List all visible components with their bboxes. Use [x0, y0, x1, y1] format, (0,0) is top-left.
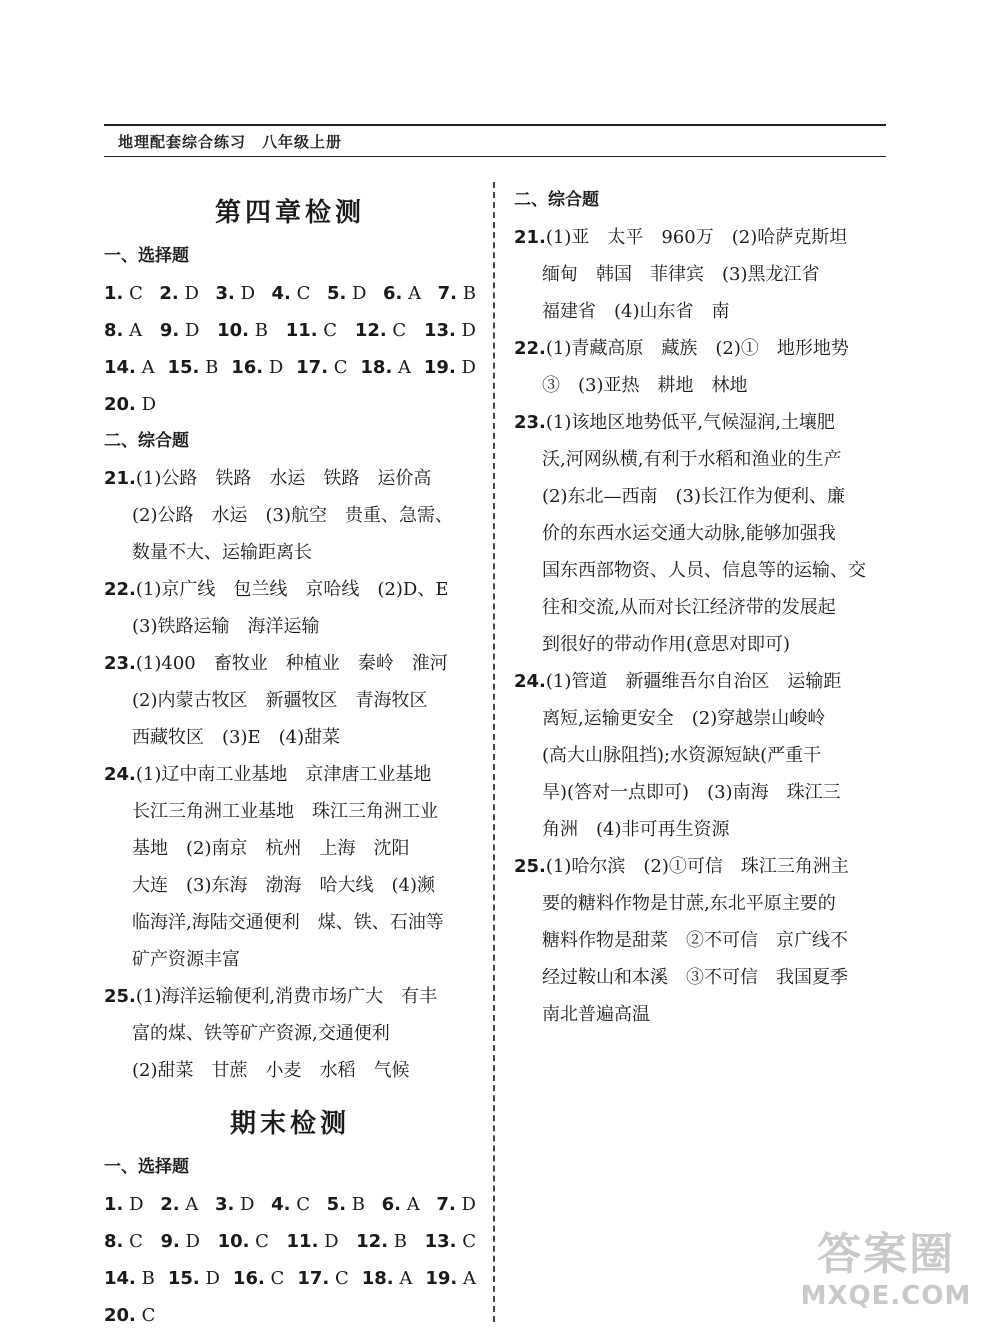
answer-line [514, 367, 890, 404]
answer-line [514, 293, 890, 330]
choice-answer [215, 275, 255, 312]
question-number: 5. [326, 283, 347, 304]
answer-text: 经过鞍山和本溪 ③不可信 我国夏季 [542, 967, 848, 988]
question-number: 6. [383, 283, 403, 304]
question-number: 13. [424, 1231, 457, 1252]
choice-answer [360, 349, 411, 386]
question-number: 19. [423, 357, 456, 378]
answer-text: (3)铁路运输 海洋运输 [132, 616, 320, 637]
choice-answer [104, 349, 155, 386]
answer-letter: C [123, 1231, 143, 1252]
choice-row [104, 349, 476, 386]
answer-text: 基地 (2)南京 杭州 上海 沈阳 [132, 838, 410, 859]
choice-answer [382, 1186, 420, 1223]
choice-answer [296, 349, 347, 386]
choice-answer [160, 1223, 200, 1260]
answer-block [514, 663, 890, 848]
answer-block [514, 404, 890, 663]
answer-letter: D [179, 320, 200, 341]
answer-letter: C [264, 1268, 285, 1289]
question-number: 21. [104, 468, 136, 489]
choice-answer [286, 312, 337, 349]
answer-letter: C [456, 1231, 476, 1252]
answer-block [104, 978, 476, 1089]
answer-line [104, 756, 476, 793]
choice-answer [104, 394, 156, 415]
answer-line [514, 922, 890, 959]
chapter4-section-choice: 一、选择题 [104, 246, 189, 266]
answer-text: 福建省 (4)山东省 南 [542, 301, 730, 322]
chapter4-comprehensive-answers [104, 460, 476, 1089]
question-number: 8. [104, 1231, 124, 1252]
answer-text: 旱)(答对一点即可) (3)南海 珠江三 [542, 782, 841, 803]
choice-answer [160, 312, 200, 349]
question-number: 18. [360, 357, 393, 378]
question-number: 12. [356, 1231, 389, 1252]
answer-letter: D [318, 1231, 339, 1252]
answer-letter: D [263, 357, 284, 378]
choice-row [104, 1223, 476, 1260]
question-number: 1. [104, 283, 124, 304]
answer-line [104, 497, 476, 534]
answer-line [104, 978, 476, 1015]
answer-line [104, 645, 476, 682]
answer-line [514, 663, 890, 700]
answer-letter: D [455, 357, 476, 378]
question-number: 24. [514, 671, 546, 692]
answer-text: 往和交流,从而对长江经济带的发展起 [542, 597, 836, 618]
question-number: 21. [514, 227, 546, 248]
question-number: 1. [104, 1194, 124, 1215]
answer-letter: D [199, 1268, 220, 1289]
choice-answer [104, 275, 143, 312]
answer-text: 富的煤、铁等矿产资源,交通便利 [132, 1023, 390, 1044]
answer-letter: D [234, 1194, 255, 1215]
choice-row [104, 1260, 476, 1297]
answer-line [514, 848, 890, 885]
answer-line [104, 682, 476, 719]
answer-line [514, 700, 890, 737]
answer-letter: D [178, 283, 199, 304]
question-number: 13. [423, 320, 456, 341]
answer-line [514, 885, 890, 922]
choice-answer [424, 349, 476, 386]
answer-letter: C [329, 1268, 349, 1289]
answer-line [514, 256, 890, 293]
answer-text: 沃,河网纵横,有利于水稻和渔业的生产 [542, 449, 842, 470]
question-number: 10. [217, 1231, 250, 1252]
answer-letter: A [401, 1194, 420, 1215]
answer-line [514, 959, 890, 996]
answer-letter: D [455, 1194, 476, 1215]
answer-line [104, 830, 476, 867]
answer-text: (1)京广线 包兰线 京哈线 (2)D、E [135, 579, 449, 600]
answer-letter: D [234, 283, 255, 304]
choice-answer [218, 1223, 269, 1260]
question-number: 18. [361, 1268, 394, 1289]
answer-block [104, 460, 476, 571]
column-divider [493, 182, 495, 1322]
answer-line [514, 996, 890, 1033]
choice-answer [104, 312, 142, 349]
answer-text: (2)公路 水运 (3)航空 贵重、急需、 [132, 505, 453, 526]
answer-line [514, 219, 890, 256]
question-number: 23. [104, 653, 136, 674]
answer-text: 价的东西水运交通大动脉,能够加强我 [542, 523, 836, 544]
answer-letter: B [249, 320, 268, 341]
answer-text: (2)内蒙古牧区 新疆牧区 青海牧区 [132, 690, 428, 711]
answer-block [104, 571, 476, 645]
question-number: 2. [159, 283, 179, 304]
answer-text: 国东西部物资、人员、信息等的运输、交 [542, 560, 866, 581]
choice-answer [217, 312, 268, 349]
answer-line [514, 811, 890, 848]
choice-answer [438, 275, 476, 312]
choice-answer [297, 1260, 348, 1297]
question-number: 10. [217, 320, 249, 341]
answer-line [104, 793, 476, 830]
watermark-bottom: MXQE.COM [800, 1281, 972, 1311]
answer-block [104, 756, 476, 978]
watermark-logo [786, 1229, 986, 1319]
final-comprehensive-answers [514, 219, 890, 1033]
answer-line [514, 737, 890, 774]
choice-answer [160, 1186, 198, 1223]
answer-text: (1)亚 太平 960万 (2)哈萨克斯坦 [545, 227, 848, 248]
choice-answer [425, 1260, 476, 1297]
page-header [104, 124, 886, 157]
answer-text: (1)青藏高原 藏族 (2)① 地形地势 [545, 338, 849, 359]
choice-answer [104, 1186, 144, 1223]
choice-row [104, 1186, 476, 1223]
answer-block [514, 848, 890, 1033]
question-number: 8. [104, 320, 124, 341]
question-number: 25. [104, 986, 136, 1007]
question-number: 11. [285, 320, 318, 341]
answer-letter: C [290, 1194, 311, 1215]
answer-block [514, 219, 890, 330]
answer-line [514, 404, 890, 441]
question-number: 12. [354, 320, 387, 341]
choice-answer [424, 312, 476, 349]
answer-line [104, 941, 476, 978]
answer-line [514, 330, 890, 367]
answer-line [514, 441, 890, 478]
question-number: 7. [437, 283, 458, 304]
question-number: 24. [104, 764, 136, 785]
question-number: 20. [104, 1305, 136, 1326]
answer-line [514, 589, 890, 626]
answer-text: (1)海洋运输便利,消费市场广大 有丰 [135, 986, 438, 1007]
answer-line [514, 478, 890, 515]
choice-answer [362, 1260, 413, 1297]
question-number: 15. [167, 1268, 200, 1289]
question-number: 15. [167, 357, 200, 378]
answer-text: 到很好的带动作用(意思对即可) [542, 634, 791, 655]
final-section-comprehensive: 二、综合题 [514, 190, 599, 210]
answer-text: (1)辽中南工业基地 京津唐工业基地 [135, 764, 432, 785]
choice-answer [383, 275, 421, 312]
answer-text: (高大山脉阻挡);水资源短缺(严重干 [542, 745, 822, 766]
choice-answer [356, 1223, 407, 1260]
answer-line [104, 1052, 476, 1089]
question-number: 22. [514, 338, 546, 359]
choice-answer [436, 1186, 476, 1223]
answer-text: 长江三角洲工业基地 珠江三角洲工业 [132, 801, 438, 822]
question-number: 4. [271, 283, 291, 304]
answer-text: (2)东北—西南 (3)长江作为便利、廉 [542, 486, 845, 507]
answer-letter: A [123, 320, 143, 341]
answer-text: 离短,运输更安全 (2)穿越崇山峻岭 [542, 708, 826, 729]
answer-line [104, 719, 476, 756]
answer-line [514, 774, 890, 811]
answer-letter: C [317, 320, 338, 341]
answer-letter: A [402, 283, 422, 304]
answer-line [104, 904, 476, 941]
question-number: 25. [514, 856, 546, 877]
answer-text: 要的糖料作物是甘蔗,东北平原主要的 [542, 893, 836, 914]
answer-line [514, 552, 890, 589]
chapter4-title: 第四章检测 [214, 198, 365, 228]
chapter4-section-comprehensive: 二、综合题 [104, 431, 189, 451]
choice-answer [425, 1223, 476, 1260]
answer-text: (1)哈尔滨 (2)①可信 珠江三角洲主 [545, 856, 849, 877]
question-number: 11. [286, 1231, 319, 1252]
question-number: 20. [104, 394, 136, 415]
answer-letter: D [135, 394, 157, 415]
question-number: 3. [215, 283, 235, 304]
answer-line [104, 1015, 476, 1052]
answer-text: 数量不大、运输距离长 [132, 542, 312, 563]
answer-letter: D [455, 320, 476, 341]
question-number: 14. [104, 1268, 136, 1289]
answer-letter: B [346, 1194, 365, 1215]
answer-text: 矿产资源丰富 [132, 949, 240, 970]
answer-letter: A [392, 357, 412, 378]
answer-text: ③ (3)亚热 耕地 林地 [542, 375, 748, 396]
choice-answer [287, 1223, 339, 1260]
answer-letter: B [135, 1268, 155, 1289]
final-choice-answers [104, 1186, 476, 1334]
question-number: 9. [159, 320, 180, 341]
answer-letter: C [135, 1305, 156, 1326]
answer-letter: D [179, 1231, 200, 1252]
question-number: 3. [214, 1194, 235, 1215]
answer-line [514, 626, 890, 663]
answer-letter: C [290, 283, 311, 304]
question-number: 4. [271, 1194, 291, 1215]
choice-row [104, 275, 476, 312]
answer-letter: D [346, 283, 367, 304]
answer-letter: B [199, 357, 219, 378]
answer-text: 缅甸 韩国 菲律宾 (3)黑龙江省 [542, 264, 820, 285]
answer-text: 临海洋,海陆交通便利 煤、铁、石油等 [132, 912, 444, 933]
answer-text: 大连 (3)东海 渤海 哈大线 (4)濒 [132, 875, 435, 896]
choice-answer [104, 1260, 155, 1297]
right-column [514, 182, 890, 1033]
chapter4-choice-answers [104, 275, 476, 423]
question-number: 22. [104, 579, 136, 600]
answer-text: 西藏牧区 (3)E (4)甜菜 [132, 727, 341, 748]
answer-line [514, 515, 890, 552]
header-title: 地理配套综合练习 八年级上册 [118, 133, 343, 151]
answer-letter: D [123, 1194, 144, 1215]
choice-answer [355, 312, 406, 349]
question-number: 16. [232, 1268, 265, 1289]
answer-letter: A [179, 1194, 199, 1215]
question-number: 5. [326, 1194, 347, 1215]
choice-answer [168, 349, 219, 386]
choice-answer [327, 1186, 365, 1223]
answer-letter: A [457, 1268, 476, 1289]
choice-answer [168, 1260, 220, 1297]
answer-letter: A [393, 1268, 413, 1289]
question-number: 14. [104, 357, 136, 378]
choice-answer [233, 1260, 284, 1297]
answer-line [104, 608, 476, 645]
choice-answer [215, 1186, 255, 1223]
answer-letter: C [328, 357, 348, 378]
answer-letter: C [249, 1231, 269, 1252]
answer-letter: B [457, 283, 476, 304]
answer-letter: A [135, 357, 155, 378]
answer-text: 糖料作物是甜菜 ②不可信 京广线不 [542, 930, 848, 951]
choice-answer [272, 275, 311, 312]
choice-answer [271, 1186, 310, 1223]
choice-row [104, 386, 476, 423]
answer-text: (1)400 畜牧业 种植业 秦岭 淮河 [135, 653, 448, 674]
watermark-top: 答案圈 [817, 1229, 955, 1280]
answer-text: 南北普遍高温 [542, 1004, 650, 1025]
choice-row [104, 312, 476, 349]
answer-text: (1)管道 新疆维吾尔自治区 运输距 [545, 671, 842, 692]
final-section-choice: 一、选择题 [104, 1157, 189, 1177]
answer-text: (1)该地区地势低平,气候湿润,土壤肥 [545, 412, 835, 433]
answer-text: (2)甜菜 甘蔗 小麦 水稻 气候 [132, 1060, 410, 1081]
answer-line [104, 460, 476, 497]
choice-answer [327, 275, 367, 312]
question-number: 6. [381, 1194, 402, 1215]
choice-answer [104, 1223, 143, 1260]
question-number: 16. [231, 357, 264, 378]
question-number: 7. [436, 1194, 456, 1215]
answer-letter: C [386, 320, 407, 341]
choice-answer [104, 1305, 155, 1326]
answer-text: 角洲 (4)非可再生资源 [542, 819, 730, 840]
question-number: 17. [296, 357, 329, 378]
question-number: 2. [160, 1194, 180, 1215]
answer-text: (1)公路 铁路 水运 铁路 运价高 [135, 468, 432, 489]
answer-letter: B [388, 1231, 407, 1252]
final-title: 期末检测 [229, 1109, 350, 1139]
answer-letter: C [123, 283, 143, 304]
answer-line [104, 867, 476, 904]
choice-answer [231, 349, 283, 386]
question-number: 9. [160, 1231, 180, 1252]
left-column [104, 188, 476, 1334]
question-number: 19. [425, 1268, 458, 1289]
answer-block [514, 330, 890, 404]
answer-line [104, 534, 476, 571]
answer-block [104, 645, 476, 756]
choice-answer [159, 275, 199, 312]
choice-row [104, 1297, 476, 1334]
question-number: 17. [297, 1268, 330, 1289]
answer-line [104, 571, 476, 608]
question-number: 23. [514, 412, 546, 433]
